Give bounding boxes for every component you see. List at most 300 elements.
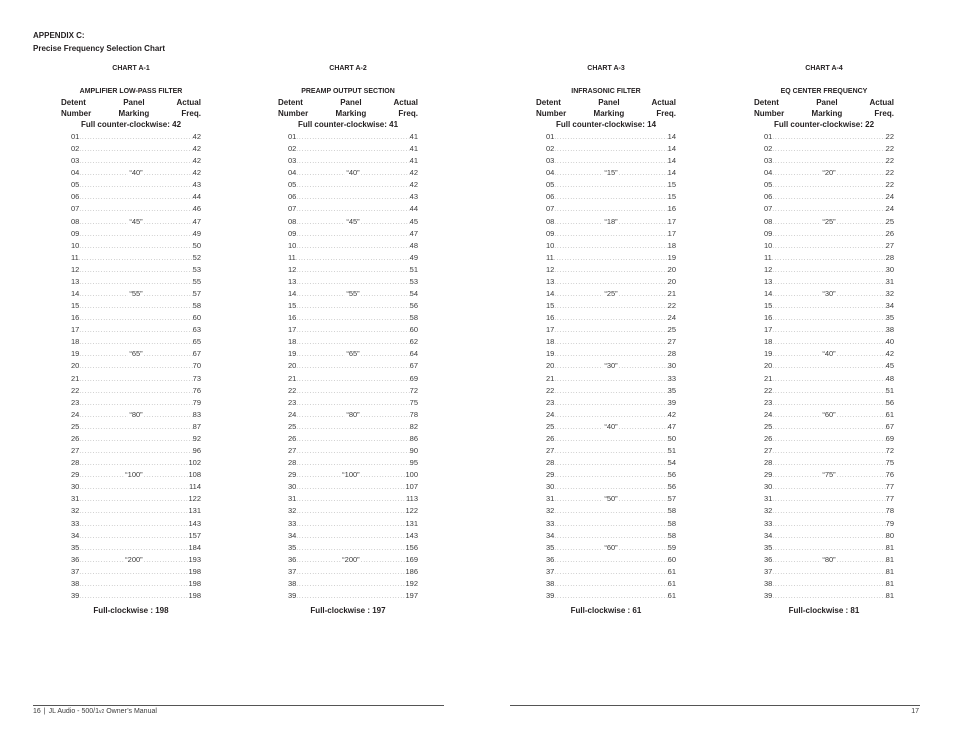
detent-number: 32 [764,506,773,516]
dot-leader [79,591,188,603]
actual-frequency: 67 [885,421,894,431]
table-row [61,240,201,252]
actual-frequency: 184 [188,542,201,552]
detent-number: 28 [764,458,773,468]
detent-number: 22 [764,385,773,395]
table-row [536,457,676,469]
actual-frequency: 157 [188,530,201,540]
actual-frequency: 69 [409,373,418,383]
chart-4 [754,64,894,616]
panel-marking-header [594,97,625,119]
table-row [754,276,894,288]
dot-leader [79,446,192,458]
actual-frequency: 42 [192,132,201,141]
actual-frequency: 33 [667,373,676,383]
detent-number: 01 [764,132,773,141]
detent-number: 30 [288,482,297,492]
table-row [278,505,418,517]
actual-frequency: 65 [192,337,201,347]
detent-number: 16 [546,313,555,323]
header-line: Panel [340,98,362,107]
full-clockwise: Full-clockwise : 197 [310,606,386,616]
table-row [61,216,201,228]
header-line: Panel [598,98,620,107]
table-row [536,469,676,481]
table-row [536,409,676,421]
table-row [536,590,676,602]
actual-frequency: 27 [885,240,894,250]
actual-frequency: 131 [188,506,201,516]
dot-leader [296,386,409,398]
actual-frequency: 100 [405,470,418,480]
detent-number: 04 [71,168,80,178]
detent-number-header [278,97,308,119]
panel-marking: “200” [342,554,360,564]
dot-leader [772,253,886,265]
dot-leader [772,410,821,422]
detent-number: 28 [71,458,80,468]
detent-number: 29 [764,470,773,480]
table-row [754,360,894,372]
panel-marking: “40” [604,421,618,431]
actual-frequency: 96 [192,446,201,456]
actual-frequency: 48 [885,373,894,383]
detent-number: 36 [546,554,555,564]
table-row [754,240,894,252]
dot-leader [296,422,409,434]
actual-frequency: 16 [667,204,676,214]
actual-frequency: 197 [405,590,418,600]
dot-leader [296,217,345,229]
table-row [278,409,418,421]
actual-frequency: 62 [409,337,418,347]
panel-marking: “75” [822,470,836,480]
detent-number: 26 [764,433,773,443]
dot-leader [554,192,667,204]
footer-manual-tail: Owner’s Manual [104,708,157,715]
actual-frequency: 21 [667,289,676,299]
detent-number: 36 [71,554,80,564]
header-line: Marking [118,109,150,118]
table-row [754,566,894,578]
actual-frequency: 169 [405,554,418,564]
actual-frequency: 51 [885,385,894,395]
actual-frequency: 14 [667,156,676,166]
dot-leader [554,241,667,253]
header-line: Detent [536,98,561,107]
dot-leader [79,422,192,434]
dot-leader [554,446,667,458]
dot-leader [296,229,409,241]
full-counter-clockwise: Full counter-clockwise: 14 [555,120,657,129]
dot-leader [79,265,192,277]
table-row [61,300,201,312]
dot-leader [296,289,345,301]
dot-leader [554,458,667,470]
table-row [536,191,676,203]
detent-number: 05 [288,180,297,190]
dot-leader [619,422,668,434]
detent-number: 11 [546,252,554,262]
actual-frequency: 79 [192,397,201,407]
detent-number: 06 [546,192,555,202]
panel-marking: “100” [125,470,143,480]
dot-leader [772,446,885,458]
detent-number: 19 [288,349,297,359]
table-row [754,493,894,505]
table-row [278,578,418,590]
dot-leader [296,265,409,277]
dot-leader [79,555,124,567]
table-row [536,252,676,264]
dot-leader [772,374,885,386]
actual-frequency: 77 [885,494,894,504]
table-row [278,360,418,372]
table-row [536,373,676,385]
detent-number: 04 [546,168,555,178]
header-line: Freq. [656,109,676,118]
table-row [536,288,676,300]
detent-number: 17 [764,325,773,335]
table-row [61,397,201,409]
full-counter-clockwise: Full counter-clockwise: 41 [297,120,399,129]
dot-leader [361,555,406,567]
table-row [536,348,676,360]
table-row [536,578,676,590]
detent-number: 18 [546,337,555,347]
detent-number: 32 [71,506,80,516]
detent-number: 09 [546,228,555,238]
table-row [278,566,418,578]
dot-leader [772,180,885,192]
dot-leader [554,579,667,591]
actual-frequency: 81 [885,542,894,552]
actual-frequency: 75 [885,458,894,468]
actual-frequency: 28 [667,349,676,359]
table-row [278,493,418,505]
actual-frequency: 44 [409,204,418,214]
detent-number: 34 [288,530,297,540]
table-row [278,554,418,566]
actual-frequency: 81 [885,578,894,588]
dot-leader [296,482,405,494]
dot-leader [79,386,192,398]
actual-frequency: 156 [405,542,418,552]
dot-leader [79,168,128,180]
detent-number: 13 [288,276,297,286]
detent-number: 39 [71,590,80,600]
table-row [536,324,676,336]
panel-marking: “30” [822,289,836,299]
appendix-label: APPENDIX C: [33,31,85,40]
actual-frequency: 40 [885,337,894,347]
dot-leader [554,253,668,265]
table-row [754,530,894,542]
detent-number: 35 [764,542,773,552]
actual-frequency: 56 [885,397,894,407]
table-row [754,312,894,324]
dot-leader [554,434,667,446]
detent-number: 24 [288,409,297,419]
dot-leader [79,325,192,337]
actual-frequency: 47 [667,421,676,431]
detent-number: 31 [71,494,80,504]
actual-freq-header [652,97,676,119]
detent-number: 25 [764,421,773,431]
table-row [754,203,894,215]
header-line: Actual [651,98,676,107]
detent-number: 15 [288,301,297,311]
header-line: Detent [61,98,86,107]
dot-leader [772,494,885,506]
dot-leader [772,506,885,518]
actual-frequency: 27 [667,337,676,347]
table-row [536,228,676,240]
detent-number: 20 [288,361,297,371]
actual-frequency: 22 [885,132,894,141]
actual-frequency: 67 [192,349,201,359]
table-row [61,566,201,578]
detent-number: 14 [764,289,773,299]
detent-number: 23 [546,397,555,407]
chart-subtitle: PREAMP OUTPUT SECTION [301,88,395,95]
table-row [278,433,418,445]
header-line: Marking [593,109,625,118]
page-number-right: 17 [911,708,919,715]
detent-number: 05 [546,180,555,190]
actual-frequency: 72 [409,385,418,395]
detent-number: 09 [71,228,80,238]
actual-frequency: 95 [409,458,418,468]
dot-leader [296,241,409,253]
actual-frequency: 63 [192,325,201,335]
detent-number: 18 [764,337,773,347]
dot-leader [837,289,886,301]
actual-frequency: 92 [192,433,201,443]
table-row [61,409,201,421]
dot-leader [296,374,409,386]
table-row [278,179,418,191]
dot-leader [619,217,668,229]
table-row [61,228,201,240]
table-row [278,373,418,385]
detent-number: 27 [288,446,297,456]
actual-frequency: 14 [667,168,676,178]
table-row [61,348,201,360]
detent-number: 17 [546,325,555,335]
panel-marking: “30” [604,361,618,371]
detent-number: 03 [546,156,555,166]
actual-freq-header [870,97,894,119]
detent-number: 30 [71,482,80,492]
table-row [61,252,201,264]
detent-number: 32 [546,506,555,516]
detent-number: 19 [546,349,555,359]
dot-leader [361,410,410,422]
detent-number: 16 [71,313,80,323]
detent-number: 17 [288,325,297,335]
table-row [536,481,676,493]
table-row [754,518,894,530]
dot-leader [296,313,409,325]
table-row [61,360,201,372]
actual-frequency: 48 [409,240,418,250]
detent-number: 38 [71,578,80,588]
dot-leader [554,301,667,313]
dot-leader [837,410,886,422]
actual-freq-header [394,97,418,119]
detent-number: 38 [288,578,297,588]
table-row [278,518,418,530]
actual-frequency: 41 [409,144,418,154]
dot-leader [772,361,885,373]
detent-number: 08 [546,216,555,226]
chart-1 [61,64,201,616]
detent-number: 01 [546,132,555,141]
table-row [536,421,676,433]
table-row [61,554,201,566]
detent-number: 31 [546,494,555,504]
panel-marking: “25” [604,289,618,299]
detent-number: 12 [288,264,297,274]
actual-frequency: 20 [667,276,676,286]
actual-frequency: 58 [409,313,418,323]
table-row [278,228,418,240]
actual-frequency: 56 [667,470,676,480]
table-row [754,554,894,566]
dot-leader [554,543,603,555]
detent-number: 14 [546,289,555,299]
actual-frequency: 51 [667,446,676,456]
table-row [536,300,676,312]
actual-frequency: 39 [667,397,676,407]
detent-number: 19 [764,349,773,359]
actual-frequency: 31 [885,276,894,286]
footer-version: v2 [98,709,105,715]
header-line: Panel [816,98,838,107]
detent-number: 20 [546,361,555,371]
dot-leader [772,265,885,277]
detent-number: 13 [546,276,555,286]
actual-frequency: 102 [188,458,201,468]
actual-frequency: 38 [885,325,894,335]
table-row [278,481,418,493]
dot-leader [554,494,603,506]
dot-leader [79,192,192,204]
table-row [754,179,894,191]
actual-frequency: 26 [885,228,894,238]
appendix-title: Precise Frequency Selection Chart [33,44,166,53]
dot-leader [79,410,128,422]
actual-frequency: 42 [409,180,418,190]
table-row [536,530,676,542]
dot-leader [554,217,603,229]
column-headers [278,97,418,119]
detent-number: 14 [288,289,297,299]
actual-frequency: 58 [667,518,676,528]
detent-number: 29 [71,470,80,480]
dot-leader [79,470,124,482]
actual-frequency: 22 [667,301,676,311]
dot-leader [296,132,409,144]
actual-frequency: 113 [406,494,418,504]
dot-leader [296,325,409,337]
detent-number: 30 [764,482,773,492]
dot-leader [144,289,193,301]
dot-leader [296,591,405,603]
dot-leader [296,579,405,591]
table-row [536,264,676,276]
detent-number: 24 [764,409,773,419]
actual-frequency: 64 [409,349,418,359]
detent-number: 21 [71,373,80,383]
table-row [278,445,418,457]
full-counter-clockwise: Full counter-clockwise: 42 [80,120,182,129]
header-line: Freq. [874,109,894,118]
table-row [278,312,418,324]
table-row [754,143,894,155]
actual-frequency: 22 [885,180,894,190]
actual-frequency: 35 [885,313,894,323]
table-row [278,276,418,288]
dot-leader [554,422,603,434]
dot-leader [554,374,667,386]
detent-number: 39 [764,590,773,600]
dot-leader [79,374,192,386]
dot-leader [79,217,128,229]
actual-frequency: 22 [885,144,894,154]
actual-frequency: 49 [409,252,418,262]
detent-number: 02 [288,144,297,154]
actual-frequency: 50 [192,240,201,250]
table-row [61,518,201,530]
detent-number: 02 [546,144,555,154]
detent-number: 21 [764,373,773,383]
actual-frequency: 15 [667,192,676,202]
detent-number: 25 [71,421,80,431]
dot-leader [79,531,188,543]
dot-leader [144,410,193,422]
table-row [536,493,676,505]
actual-frequency: 77 [885,482,894,492]
detent-number: 07 [288,204,297,214]
dot-leader [144,349,193,361]
dot-leader [772,422,885,434]
dot-leader [554,180,667,192]
detent-number: 02 [71,144,80,154]
table-row [278,288,418,300]
actual-frequency: 54 [409,289,418,299]
actual-frequency: 58 [192,301,201,311]
dot-leader [79,132,192,144]
actual-frequency: 75 [409,397,418,407]
detent-number: 26 [71,433,80,443]
dot-leader [79,241,192,253]
table-row [61,276,201,288]
detent-number: 25 [546,421,555,431]
dot-leader [772,519,885,531]
table-row [536,518,676,530]
detent-number: 10 [71,240,80,250]
table-row [278,143,418,155]
dot-leader [772,470,821,482]
actual-frequency: 28 [885,252,894,262]
dot-leader [554,325,667,337]
detent-number: 13 [71,276,80,286]
table-row [754,336,894,348]
actual-frequency: 22 [885,156,894,166]
table-row [278,457,418,469]
